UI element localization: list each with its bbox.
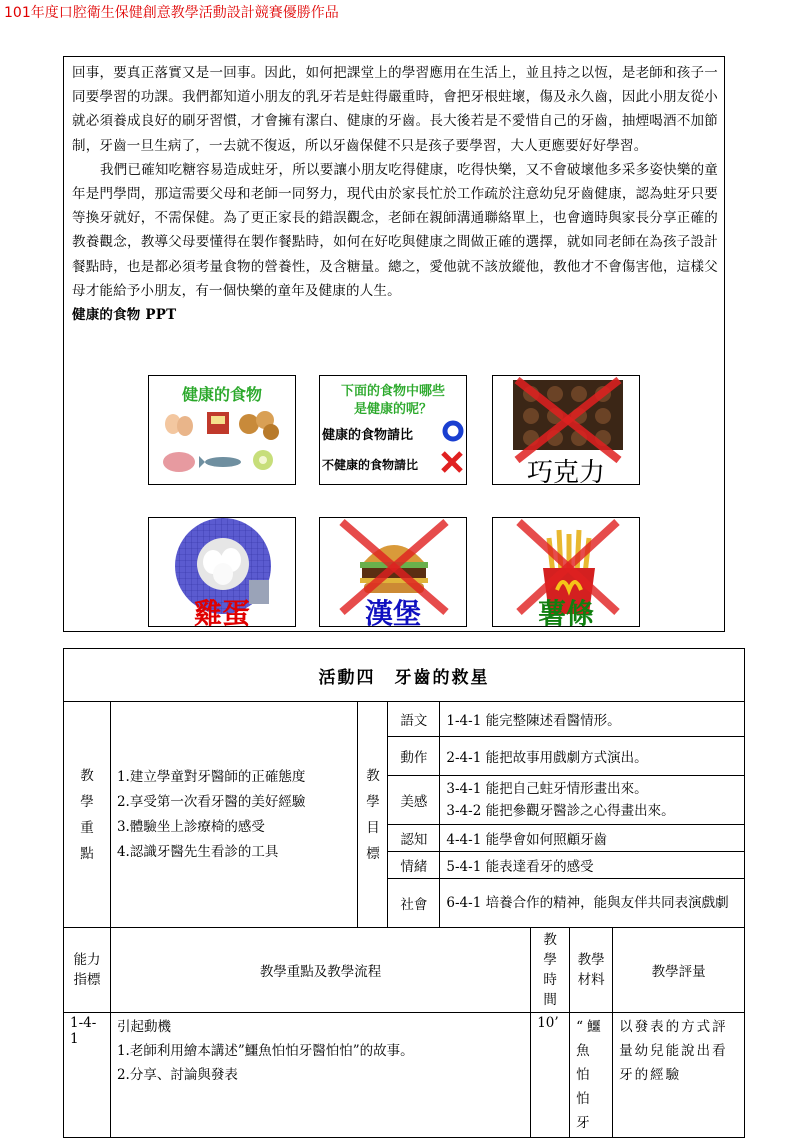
ppt-subtitle: 健康的食物 PPT — [72, 307, 177, 324]
essay-box — [63, 56, 725, 632]
slide-burger — [319, 517, 467, 627]
head-eval: 教學評量 — [613, 928, 745, 1013]
head-flow: 教學重點及教學流程 — [110, 928, 530, 1013]
flow-line: 2.分享、討論與發表 — [116, 1067, 238, 1083]
flow-line: 1.老師利用繪本講述”鱷魚怕怕牙醫怕怕”的故事。 — [116, 1043, 414, 1059]
head-time: 教學時間 — [531, 928, 570, 1013]
paragraph-1: 回事，要真正落實又是一回事。因此，如何把課堂上的學習應用在生活上，並且持之以恆，是老師和孩子一同要學習的功課。我們都知道小朋友的乳牙若是蛀得嚴重時，會把牙根蛀壞，傷及永久齒，因此小朋友從小就必須養成良好的刷牙習慣，才會擁有潔白、健康的牙齒。長大後若是不愛惜自己的牙齒，抽煙喝酒不加節制，牙齒一旦生病了，一去就不復返，所以牙齒保健不只是孩子要學習，大人更應要好好學習。 — [72, 65, 718, 154]
flow-title: 引起動機 — [116, 1019, 171, 1035]
goal-item: 5-4-1 能表達看牙的感受 — [440, 852, 745, 879]
goal-domain: 動作 — [388, 737, 440, 776]
focus-item: 3.體驗坐上診療椅的感受 — [116, 818, 265, 835]
head-material: 教學材料 — [570, 928, 613, 1013]
slide-fries — [492, 517, 640, 627]
goal-domain: 美感 — [388, 776, 440, 825]
slide-2-line2: 是健康的呢？ — [353, 402, 432, 417]
goal-item: 3-4-1 能把自己蛀牙情形畫出來。 — [446, 781, 648, 797]
slide-2-bad: 不健康的食物請比 — [322, 458, 419, 472]
goal-item: 1-4-1 能完整陳述看醫情形。 — [440, 702, 745, 737]
slide-4-label: 雞蛋 — [193, 597, 250, 627]
slide-6-label: 薯條 — [537, 597, 594, 627]
food-images-icon — [149, 404, 296, 484]
slide-5-label: 漢堡 — [364, 597, 421, 627]
focus-list — [110, 702, 358, 928]
goal-item: 3-4-2 能把參觀牙醫診之心得畫出來。 — [446, 803, 675, 819]
cross-mark-icon — [440, 450, 464, 474]
goal-domain: 情緒 — [388, 852, 440, 879]
slide-question — [319, 375, 467, 485]
slide-chocolate — [492, 375, 640, 485]
focus-item: 4.認識牙醫先生看診的工具 — [116, 843, 279, 860]
slide-healthy-food — [148, 375, 296, 485]
page-header-title: 101年度口腔衛生保健創意教學活動設計競賽優勝作品 — [4, 5, 339, 21]
goal-item: 6-4-1 培養合作的精神，能與友伴共同表演戲劇 — [440, 879, 745, 928]
row-ability: 1-4-1 — [64, 1013, 111, 1138]
goal-item: 4-4-1 能學會如何照顧牙齒 — [440, 825, 745, 852]
goal-item-group — [440, 776, 745, 825]
essay-text — [72, 61, 718, 327]
goal-domain: 語文 — [388, 702, 440, 737]
activity-table — [63, 648, 745, 1138]
goal-item: 2-4-1 能把故事用戲劇方式演出。 — [440, 737, 745, 776]
focus-item: 1.建立學童對牙醫師的正確態度 — [116, 768, 306, 785]
slide-3-label: 巧克力 — [526, 458, 605, 485]
circle-mark-icon — [442, 420, 464, 442]
slide-egg — [148, 517, 296, 627]
slide-2-line1: 下面的食物中哪些 — [340, 384, 445, 399]
activity-title: 活動四 牙齒的救星 — [64, 649, 745, 702]
focus-item: 2.享受第一次看牙醫的美好經驗 — [116, 793, 306, 810]
goal-label: 教 學 目 標 — [358, 702, 388, 928]
row-eval: 以發表的方式評量幼兒能說出看牙的經驗 — [613, 1013, 745, 1138]
row-material: “鱷魚怕怕牙 — [570, 1013, 613, 1138]
slide-2-good: 健康的食物請比 — [322, 428, 414, 443]
slide-1-title: 健康的食物 — [181, 385, 262, 404]
paragraph-2: 我們已確知吃糖容易造成蛀牙，所以要讓小朋友吃得健康，吃得快樂，又不會破壞他多采多姿快樂的童年是門學問，那這需要父母和老師一同努力，現代由於家長忙於工作疏於注意幼兒牙齒健康，認為蛀牙只要等換牙就好，不需保健。為了更正家長的錯誤觀念，老師在親師溝通聯絡單上，也會適時與家長分享正確的教養觀念，教導父母要懂得在製作餐點時，如何在好吃與健康之間做正確的選擇，就如同老師在為孩子設計餐點時，也是都必須考量食物的營養性，及含糖量。總之，愛他就不該放縱他，教他才不會傷害他，這樣父母才能給予小朋友，有一個快樂的童年及健康的人生。 — [72, 161, 718, 299]
head-ability: 能力指標 — [64, 928, 111, 1013]
focus-label: 教 學 重 點 — [64, 702, 111, 928]
goal-domain: 認知 — [388, 825, 440, 852]
row-time: 10’ — [531, 1013, 570, 1138]
row-flow — [110, 1013, 530, 1138]
goal-domain: 社會 — [388, 879, 440, 928]
